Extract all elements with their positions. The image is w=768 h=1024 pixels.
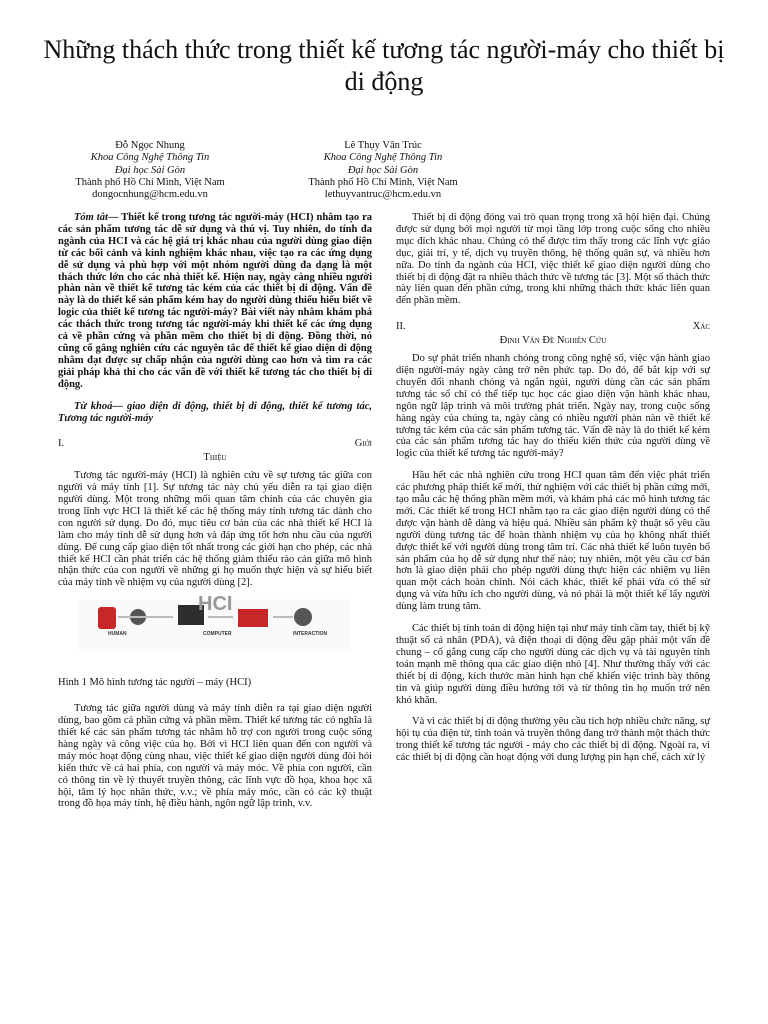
paragraph: Tương tác giữa người dùng và máy tính diễn ra tại giao diện người dùng, bao gồm cả phần cứng và phần mềm. Thiết kế tương tác có nghĩa là thiết kế các sản phẩm tương tác nhằm hỗ trợ con người trong cuộc sống hàng ngày và công việc của họ. Bởi vì HCI liên quan đến con người và máy móc hoạt động cùng nhau, việc thiết kế giao diện người dùng đòi hỏi kiến thức về cả hai phía, con người và máy móc. Về phía con người, cần có thông tin về lý thuyết truyền thông, các lĩnh vực đồ họa, khoa học xã hội, tâm lý học nhân thức, v.v.; về phía máy móc, cần có các kỹ thuật trong đồ họa máy tính, hệ điều hành, ngôn ngữ lập trình, v.v.: [58, 703, 372, 810]
author-univ: Đại học Sài Gòn: [347, 164, 419, 176]
figure-item-interaction: INTERACTION: [293, 631, 328, 638]
paragraph: Và vì các thiết bị di động thường yêu cầu tích hợp nhiều chức năng, sự hội tụ của điện tử, tính toán và truyền thông đang trở thành một thách thức trong thiết kế tương tác người - máy cho các thiết bị di động. Ngoài ra, vì các thiết bị di động cần hoạt động với dung lượng pin hạn chế, cách xử lý: [396, 716, 710, 764]
section-title-part2: Định Vấn Đề Nghiên Cứu: [499, 335, 607, 347]
left-column: [58, 212, 372, 820]
author-dept: Khoa Công Nghệ Thông Tin: [323, 152, 443, 164]
section-title-part1: Giới: [354, 438, 372, 450]
figure-caption: Hình 1 Mô hình tương tác người – máy (HCI): [58, 677, 252, 689]
paragraph: Thiết bị di động đóng vai trò quan trọng trong xã hội hiện đại. Chúng được sử dụng bởi mọi người từ mọi tầng lớp trong cuộc sống cho nhiều mục đích khác nhau. Chúng có thể được tìm thấy trong các lĩnh vực giáo dục, giải trí, y tế, dịch vụ truyền thông, hệ thống quân sự, và nhiều hơn nữa. Do tính đa ngành của HCI, việc thiết kế giao diện người dùng cho thiết bị di động đặt ra nhiều thách thức về tương tác [3]. Một số thách thức này liên quan đến phần cứng, trong khi những thách thức khác liên quan đến phần mềm.: [396, 212, 710, 307]
keywords-text: — giao diện di động, thiết bị di động, thiết kế tương tác, Tương tác người-máy: [58, 400, 372, 424]
section-title-part1: Xác: [692, 321, 710, 333]
abstract-label: Tóm tắt: [74, 212, 108, 223]
keywords-label: Từ khoá: [74, 400, 113, 412]
hci-figure: [78, 593, 350, 651]
section-heading-2: [396, 321, 710, 333]
abstract: [58, 212, 372, 391]
paragraph: Hầu hết các nhà nghiên cứu trong HCI quan tâm đến việc phát triển các phương pháp thiết kế mới, thử nghiệm với các thiết bị phần cứng mới, tạo mẫu các hệ thống phần mềm mới, và khám phá các mô hình tương tác mới. Các thiết kế trong HCI nhằm tạo ra các giao diện người dùng có thể được vận hành dễ dàng và hiệu quả. Nhiều sản phẩm kỹ thuật số yêu cầu người dùng tương tác để hoàn thành nhiệm vụ của họ không nhất thiết được thiết kế với người dùng trong tâm trí. Các nhà thiết kế luôn tuyên bố sản phẩm của họ dễ sử dụng như thế nào; tuy nhiên, một yêu cầu cơ bản hơn là giao diện phải cho phép người dùng thực hiện các nhiệm vụ liên quan một cách hoàn chỉnh. Nói cách khác, thiết kế phải vừa có thể sử dụng và vừa hữu ích cho người dùng, và nó phải là một thiết kế lấy người dùng làm trung tâm.: [396, 470, 710, 613]
author-univ: Đại học Sài Gòn: [114, 164, 186, 176]
author-city: Thành phố Hồ Chí Minh, Việt Nam: [308, 176, 458, 188]
figure-item-computer: COMPUTER: [203, 631, 232, 638]
section-heading-1: [58, 438, 372, 450]
figure-item-human: HUMAN: [108, 631, 127, 638]
author-email: lethuyvantruc@hcm.edu.vn: [324, 189, 442, 201]
author-city: Thành phố Hồ Chí Minh, Việt Nam: [75, 176, 225, 188]
section-number: I.: [58, 438, 65, 450]
keywords: [58, 401, 372, 425]
abstract-text: — Thiết kế trong tương tác người-máy (HCI) nhằm tạo ra các sản phẩm tương tác dễ sử dụng và thú vị. Tuy nhiên, do tính đa ngành của HCI và các hệ giá trị khác nhau của người dùng giao diện từ các bối cảnh và kinh nghiệm khác nhau, việc tạo ra các ứng dụng dễ sử dụng và phù hợp với một nhóm người dùng đa dạng là một thách thức lớn cho các nhà thiết kế. Hiện nay, ngày càng nhiều người phàn nàn về thiết kế tương tác kém của các thiết bị di động. Vấn đề này là do thiết kế sản phẩm kém hay do người dùng thiếu hiểu biết về logic của thiết kế tương tác người-máy? Bài viết này nhằm khám phá các thách thức trong tương tác người-máy khi thiết kế các ứng dụng cả về phần cứng và phần mềm cho thiết bị di động. Đồng thời, nó cũng cố gắng nghiên cứu các nguyên tắc để thiết kế giao diện di động nhằm đạt được sự chấp nhận của người dùng cao hơn và tìm ra các giải pháp khả thi cho các vấn đề với thiết kế tương tác cho thiết bị di động.: [58, 212, 372, 390]
paragraph: Các thiết bị tính toán di động hiện tại như máy tính cầm tay, thiết bị kỹ thuật số cá nhân (PDA), và điện thoại di động đều gặp phải một vấn đề chung – cố gắng cung cấp cho người dùng các dịch vụ và tài nguyên tính toán mạnh mẽ thông qua các giao diện nhỏ [4]. Như thường thấy với các thiết bị di động, kích thước màn hình hạn chế khiến việc trình bày thông tin và giúp người dùng điều hướng tới và từ thông tin họ muốn trở nên khó khăn.: [396, 623, 710, 706]
right-column: [396, 212, 710, 774]
section-title-part2: Thiệu: [203, 452, 227, 464]
author-email: dongocnhung@hcm.edu.vn: [92, 189, 208, 201]
section-number: II.: [396, 321, 406, 333]
author-name: Lê Thụy Vân Trúc: [344, 140, 422, 151]
paragraph: Do sự phát triển nhanh chóng trong công nghệ số, việc vận hành giao diện người-máy ngày càng trở nên phức tạp. Do đó, để bắt kịp với sự chuyển đổi nhanh chóng và ngắn ngủi, người dùng cần các sản phẩm tương tác số chỉ có thể tiếp tục học các giao diện vận hành khác nhau, ngôn ngữ lập trình và môi trường phát triển. Ngày nay, trong cuộc sống hàng ngày của chúng ta, ngày càng có nhiều người phàn nàn về thiết kế tương tác kém của các sản phẩm tương tác. Vấn đề này là do thiết kế kém của các sản phẩm tương tác hay do thiếu kiến thức của người dùng về logic của thiết kế tương tác người-máy?: [396, 353, 710, 460]
author-dept: Khoa Công Nghệ Thông Tin: [90, 152, 210, 164]
author-block-2: [233, 140, 533, 201]
paragraph: Tương tác người-máy (HCI) là nghiên cứu về sự tương tác giữa con người và máy tính [1]. Sự tương tác này chủ yếu diễn ra tại giao diện người dùng. Một trong những mối quan tâm chính của các chuyên gia trong lĩnh vực HCI là thiết kế các hệ thống máy tính tương tác dành cho con người sử dụng. Do đó, mục tiêu cơ bản của các nhà thiết kế HCI là làm cho máy tính dễ sử dụng hơn và đáp ứng tốt hơn nhu cầu của người dùng. Để cung cấp giao diện tốt nhất trong các giới hạn cho phép, các nhà thiết kế HCI cần phát triển các hệ thống giảm thiểu rào cản giữa mô hình nhận thức của con người về những gì họ muốn thực hiện và sự hiểu biết của máy tính về nhiệm vụ của người dùng [2].: [58, 470, 372, 589]
author-name: Đỗ Ngọc Nhung: [115, 140, 185, 151]
hci-figure-label: HCI: [198, 593, 233, 616]
paper-title: Những thách thức trong thiết kế tương tác người-máy cho thiết bị di động: [43, 35, 725, 96]
